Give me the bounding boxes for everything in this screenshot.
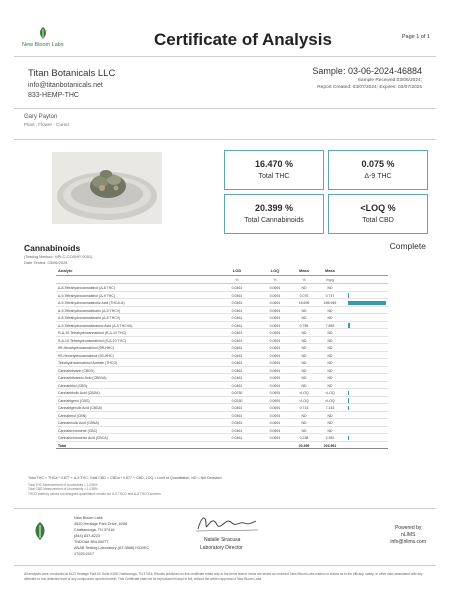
table-row [56, 404, 388, 412]
loq-value: 0.0691 [269, 376, 281, 380]
summary-tile [328, 194, 428, 234]
mass-bar [348, 293, 349, 298]
table-row [56, 412, 388, 420]
lod-value: 0.0461 [231, 286, 243, 290]
col-analyte: Analyte [58, 268, 73, 273]
total-mg: 203.991 [323, 443, 337, 448]
loq-value: 0.0691 [269, 293, 281, 298]
cannabinoid-table [56, 266, 388, 449]
lod-value: 0.0461 [231, 383, 243, 388]
summary-label: Total Cannabinoids [244, 217, 304, 224]
mass-mg-value: ND [327, 353, 333, 358]
loq-value: 0.0691 [269, 398, 281, 403]
unit-lod: % [235, 278, 239, 282]
analyte-name: Δ-9-Tetrahydrocannabivarinic Acid (Δ-9 THCVA) [58, 323, 133, 328]
mass-pct-value: 0.238 [299, 436, 309, 440]
analyte-name: Δ-9-Tetrahydrocannabinolic Acid (THCA-A) [58, 301, 125, 305]
table-row [56, 382, 388, 390]
mass-pct-value: ND [301, 346, 307, 350]
summary-value: <LOQ % [360, 203, 396, 213]
analyte-name: Δ-9-Tetrahydrocannabivarin (Δ-9 THCV) [58, 308, 121, 313]
table-total-row [56, 442, 388, 450]
mass-mg-value: 7.143 [325, 406, 335, 410]
method-line: (Testing Method: HPLC-COSHP-0001) [24, 254, 93, 259]
lod-value: 0.0461 [231, 323, 243, 328]
loq-value: 0.0691 [269, 368, 281, 373]
powered-email: info@nlims.com [390, 539, 426, 545]
leaf-icon [36, 26, 50, 40]
loq-value: 0.0691 [269, 428, 281, 433]
mass-mg-value: ND [327, 421, 333, 425]
mass-mg-value: ND [327, 413, 333, 418]
signature-icon [192, 511, 262, 535]
summary-label: Total CBD [362, 217, 394, 224]
loq-value: 0.0691 [269, 383, 281, 388]
table-row [56, 427, 388, 435]
mass-mg-value: ND [327, 286, 333, 290]
note-line: Total CBD Measurement of Uncertainty = 1.038% [28, 487, 98, 492]
mass-mg-value: ND [327, 428, 333, 433]
mass-pct-value: ND [301, 331, 307, 335]
mass-mg-value: ND [327, 338, 333, 343]
page-number: Page 1 of 1 [401, 34, 430, 40]
loq-value: 0.0691 [269, 353, 281, 358]
analyte-name: S-Δ-10-Tetrahydrocannabinol (S-Δ-10 THC) [58, 338, 126, 343]
mass-mg-value: ND [327, 346, 333, 350]
summary-value: 20.399 % [254, 203, 294, 213]
table-row [56, 284, 388, 292]
loq-value: 0.0691 [269, 421, 281, 425]
lod-value: 0.0461 [231, 293, 243, 298]
table-row [56, 419, 388, 427]
table-row [56, 397, 388, 405]
mass-pct-value: 0.714 [299, 406, 309, 410]
mass-pct-value: ND [301, 308, 307, 313]
sample-info [312, 66, 422, 90]
product-type: Plant , Flower - Cured [24, 122, 69, 127]
mass-mg-value: <LOQ [325, 398, 335, 403]
analyte-name: Tetrahydrocannabinol Acetate (THCO) [58, 361, 118, 365]
client-name: Titan Botanicals LLC [28, 68, 116, 79]
loq-value: 0.0691 [269, 406, 281, 410]
mass-mg-value: 0.747 [325, 293, 335, 298]
table-row [56, 389, 388, 397]
mass-pct-value: ND [301, 286, 307, 290]
table-row [56, 292, 388, 300]
table-row [56, 344, 388, 352]
summary-label: Total THC [258, 173, 290, 180]
table-header [56, 266, 388, 276]
mass-pct-value: ND [301, 376, 307, 380]
signer-title: Laboratory Director [200, 545, 243, 551]
col-lod: LOD [232, 268, 242, 273]
table-row [56, 367, 388, 375]
lod-value: 0.0230 [231, 398, 243, 403]
table-row [56, 299, 388, 307]
section-status: Complete [389, 241, 426, 251]
document-title: Certificate of Analysis [154, 30, 332, 49]
loq-value: 0.0691 [269, 391, 281, 395]
mass-pct-value: ND [301, 368, 307, 373]
unit-mass-mg: mg/g [326, 278, 334, 282]
mass-pct-value: ND [301, 413, 307, 418]
table-row [56, 359, 388, 367]
mass-pct-value: ND [301, 338, 307, 343]
lod-value: 0.0461 [231, 346, 243, 350]
test-method [24, 254, 92, 265]
loq-value: 0.0691 [269, 346, 281, 350]
analyte-name: Δ-9-Tetrahydrocannabinol (Δ-9 THC) [58, 293, 116, 298]
disclaimer: All analyses were conducted at 6123 Heritage Park Dr. Suite A308 Chattanooga, TN 37416. Results published on this certificate relate only to the items tested. Items are tested as received. New Bloom Labs makes no claims as to the efficacy, safety, or other risks associated with any detected or non-detected level of any compounds reported herein. This Certificate shall not be reproduced except in full, without the written approval of New Bloom Labs. [24, 572, 423, 581]
mass-mg-value: ND [327, 368, 333, 373]
analyte-name: Cannabinol (CBN) [58, 413, 87, 418]
powered-label: Powered by [394, 525, 422, 531]
divider [14, 56, 436, 57]
analyte-name: Cannabigerolic Acid (CBGA) [58, 406, 103, 410]
mass-mg-value: ND [327, 308, 333, 313]
lab-line: New Bloom Labs [74, 516, 103, 520]
analyte-name: Cannabigerol (CBG) [58, 398, 90, 403]
loq-value: 0.0691 [269, 286, 281, 290]
mass-pct-value: ND [301, 353, 307, 358]
mass-mg-value: ND [327, 383, 333, 388]
lab-line: Chattanooga, TN 37416 [74, 528, 115, 532]
col-mass-pct: Mass [298, 268, 309, 273]
loq-value: 0.0691 [269, 436, 281, 440]
sample-received: Sample Received:03/06/2024; [357, 78, 422, 83]
leaf-icon [30, 521, 50, 541]
powered-brand: nLIMS [400, 532, 416, 538]
summary-tiles [224, 150, 428, 234]
mass-pct-value: ND [301, 361, 307, 365]
loq-value: 0.0691 [269, 413, 281, 418]
mass-bar [348, 301, 386, 306]
notes [28, 476, 428, 496]
analyte-name: Δ-8-Tetrahydrocannabinol (Δ-8 THC) [58, 286, 116, 290]
table-row [56, 374, 388, 382]
client-email: info@titanbotanicals.net [28, 82, 103, 89]
lod-value: 0.0461 [231, 428, 243, 433]
lab-address [74, 515, 149, 557]
client-phone: 833-HEMP-THC [28, 92, 79, 99]
formula-note: Total THC = THCa * 0.877 + Δ-9 THC; Total CBD = CBDa * 0.877 + CBD; LOQ = Limit of Quantitation; ND = Not Detected [28, 476, 222, 480]
analyte-name: 9S-Hexahydrocannabinol (9S-HHC) [58, 353, 114, 358]
analyte-name: Δ-8-Tetrahydrocannabivarin (Δ-8 THCV) [58, 316, 121, 320]
brand-name: New Bloom Labs [22, 42, 64, 48]
lod-value: 0.0461 [231, 368, 243, 373]
summary-tile [224, 194, 324, 234]
mass-bar [348, 406, 349, 411]
mass-pct-value: 0.075 [299, 293, 309, 298]
lod-value: 0.0461 [231, 316, 243, 320]
mass-pct-value: ND [301, 421, 307, 425]
table-body [56, 284, 388, 442]
footer [14, 508, 436, 566]
mass-pct-value: ND [301, 428, 307, 433]
lab-line: TNDOA# BNL0607T [74, 540, 109, 544]
analyte-name: Cannabidivarin (CBDV) [58, 368, 95, 373]
analyte-name: Cannabinolic Acid (CBNA) [58, 421, 99, 425]
mass-mg-value: <LOQ [325, 391, 335, 395]
loq-value: 0.0691 [269, 301, 281, 305]
header [14, 26, 436, 52]
lab-line: 4520 Heritage Park Drive, #208 [74, 522, 128, 526]
mass-pct-value: 0.785 [299, 323, 309, 328]
lab-logo [22, 26, 66, 52]
sample-photo [52, 152, 162, 224]
lod-value: 0.0461 [231, 353, 243, 358]
total-label: Total [58, 443, 67, 448]
loq-value: 0.0691 [269, 338, 281, 343]
mass-mg-value: ND [327, 361, 333, 365]
analyte-name: Cannabichromene (CBC) [58, 428, 98, 433]
mass-mg-value: ND [327, 376, 333, 380]
lod-value: 0.0461 [231, 338, 243, 343]
unit-loq: % [273, 278, 277, 282]
table-row [56, 352, 388, 360]
lab-line: 17025:2017 [74, 552, 95, 556]
analyte-name: R-Δ-10-Tetrahydrocannabinol (R-Δ-10 THC) [58, 331, 127, 335]
flower-photo-icon [52, 152, 162, 224]
lod-value: 0.0461 [231, 421, 243, 425]
summary-tile [328, 150, 428, 190]
product-name: Gary Payton [24, 114, 58, 120]
divider [14, 139, 436, 140]
analyte-name: 9R-Hexahydrocannabinol (9R-HHC) [58, 346, 115, 350]
loq-value: 0.0691 [269, 308, 281, 313]
lod-value: 0.0461 [231, 331, 243, 335]
lod-value: 0.0461 [231, 361, 243, 365]
loq-value: 0.0691 [269, 331, 281, 335]
signer-name: Natalie Siracusa [204, 537, 241, 543]
col-mass-mg: Mass [324, 268, 335, 273]
analyte-name: Cannabidivarinic Acid (CBDVA) [58, 376, 107, 380]
table-row [56, 434, 388, 442]
summary-label: Δ-9 THC [364, 173, 392, 180]
lab-line: ANAB Testing Laboratory (AT-3868) ISO/IEC [74, 546, 150, 550]
date-tested: Date Tested: 03/06/2024 [24, 259, 68, 265]
customer-info [24, 114, 69, 127]
powered-by [390, 525, 426, 546]
table-units [56, 276, 388, 284]
summary-value: 16.470 % [254, 159, 294, 169]
total-pct: 20.399 [298, 443, 310, 448]
mass-pct-value: <LOQ [299, 391, 309, 395]
table-row [56, 337, 388, 345]
mass-pct-value: ND [301, 316, 307, 320]
loq-value: 0.0691 [269, 361, 281, 365]
table-row [56, 314, 388, 322]
mass-bar [348, 436, 349, 441]
lod-value: 0.0461 [231, 308, 243, 313]
unit-mass-pct: % [302, 278, 306, 282]
mass-mg-value: 7.853 [325, 323, 335, 328]
lod-value: 0.0461 [231, 406, 243, 410]
mass-mg-value: ND [327, 316, 333, 320]
divider [14, 108, 436, 109]
loq-value: 0.0691 [269, 316, 281, 320]
lod-value: 0.0461 [231, 413, 243, 418]
lod-value: 0.0461 [231, 301, 243, 305]
table-row [56, 322, 388, 330]
table-row [56, 329, 388, 337]
note-line: Total THC Measurement of Uncertainty = 1.036% [28, 483, 98, 487]
mass-bar [348, 391, 349, 396]
note-line: THCO potency values not designed quantitative results but Δ-9 THCO and Δ-8 THCO isomers [28, 491, 161, 496]
summary-tile [224, 150, 324, 190]
mass-pct-value: <LOQ [299, 398, 309, 403]
mass-pct-value: 18.695 [298, 301, 310, 305]
lod-value: 0.0230 [231, 391, 243, 395]
analyte-name: Cannabidiolic Acid (CBDA) [58, 391, 100, 395]
mass-pct-value: ND [301, 383, 307, 388]
sample-id: Sample: 03-06-2024-46884 [312, 66, 422, 76]
analyte-name: Cannabichromenic Acid (CBCA) [58, 436, 108, 440]
analyte-name: Cannabidiol (CBD) [58, 383, 88, 388]
loq-value: 0.0691 [269, 323, 281, 328]
report-dates: Report Created: 03/07/2024; Expires: 03/07/2025 [317, 85, 422, 90]
client-info [28, 68, 115, 99]
mass-bar [348, 398, 349, 403]
lab-line: (844) 837-8223 [74, 534, 100, 538]
summary-value: 0.075 % [361, 159, 395, 169]
lod-value: 0.0461 [231, 376, 243, 380]
col-loq: LOQ [270, 268, 280, 273]
mass-mg-value: ND [327, 331, 333, 335]
table-row [56, 307, 388, 315]
mass-mg-value: 2.381 [325, 436, 335, 440]
lod-value: 0.0461 [231, 436, 243, 440]
mass-mg-value: 186.945 [323, 301, 337, 305]
section-title: Cannabinoids [24, 243, 81, 253]
mass-bar [348, 323, 350, 328]
uncertainty-notes [28, 483, 428, 496]
